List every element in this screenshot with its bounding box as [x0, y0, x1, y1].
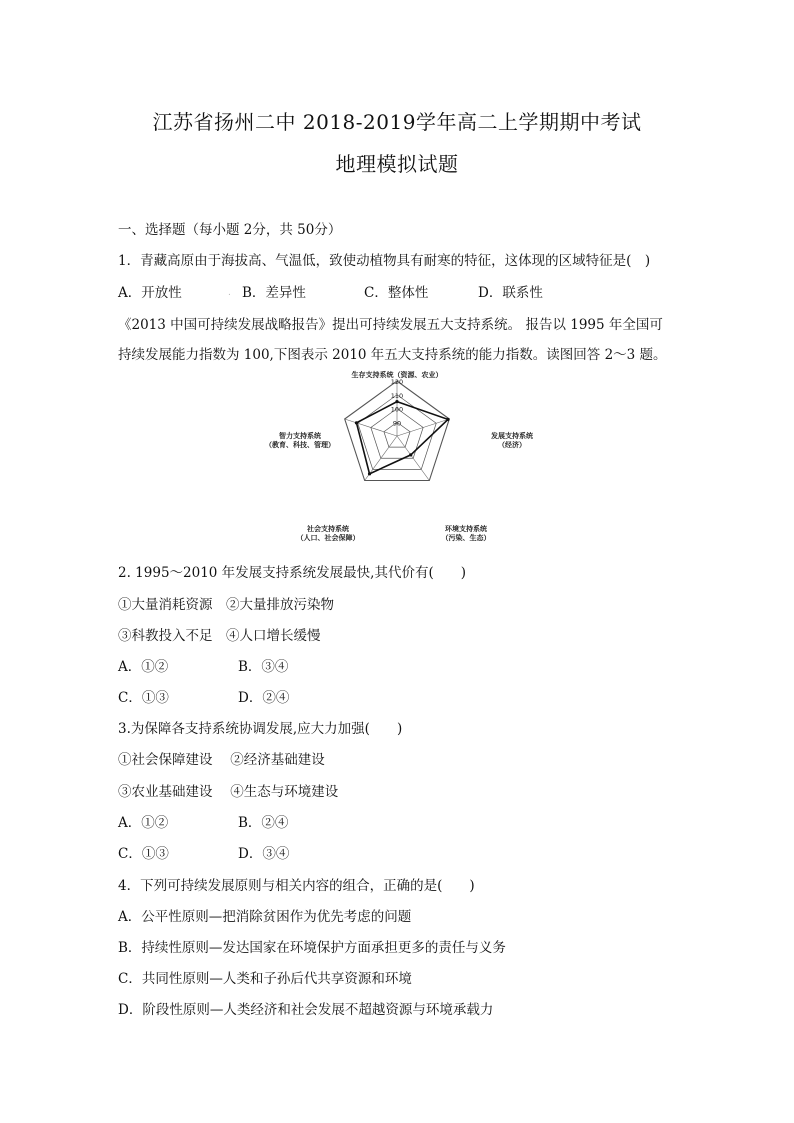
- axis-sublabel-5: （教育、科技、管理）: [265, 441, 335, 449]
- radar-spoke-5: [345, 419, 397, 436]
- q4-option-c: C．共同性原则—人类和子孙后代共享资源和环境: [118, 971, 412, 987]
- ring-label-110: 110: [390, 391, 404, 400]
- section-heading: 一、选择题（每小题 2分，共 50分）: [118, 222, 342, 238]
- q2-item-line-2: ③科教投入不足 ④人口增长缓慢: [118, 628, 321, 644]
- q3-option-a: A．①②: [118, 815, 169, 831]
- axis-sublabel-3: （污染、生态）: [441, 534, 491, 542]
- q1-option-b: B．差异性: [242, 285, 306, 301]
- intro-line-1: 《2013 中国可持续发展战略报告》提出可持续发展五大支持系统。 报告以 1995 年全国可: [118, 317, 663, 333]
- data-point-4: [368, 472, 371, 475]
- q2-option-b: B．③④: [238, 659, 289, 675]
- exam-title: 江苏省扬州二中 2018-2019学年高二上学期期中考试: [152, 110, 642, 134]
- data-point-2: [446, 418, 449, 421]
- stray-mark: .: [228, 288, 231, 298]
- axis-label-5: 智力支持系统: [279, 432, 321, 440]
- q2-option-d: D．②④: [238, 690, 290, 706]
- q2-option-a: A．①②: [118, 659, 169, 675]
- q4-option-d: D．阶段性原则—人类经济和社会发展不超越资源与环境承载力: [118, 1002, 494, 1018]
- ring-label-100: 100: [390, 405, 404, 414]
- question-4-stem: 4．下列可持续发展原则与相关内容的组合，正确的是( ): [118, 878, 475, 894]
- q3-item-line-2: ③农业基础建设 ④生态与环境建设: [118, 784, 339, 800]
- q4-option-a: A．公平性原则—把消除贫困作为优先考虑的问题: [118, 909, 412, 925]
- q3-option-d: D．③④: [238, 846, 290, 862]
- radar-chart: [254, 366, 554, 550]
- data-point-1: [395, 400, 398, 403]
- axis-label-2: 发展支持系统: [491, 432, 533, 440]
- q3-item-line-1: ①社会保障建设 ②经济基础建设: [118, 752, 325, 768]
- question-1-stem: 1．青藏高原由于海拔高、气温低，致使动植物具有耐寒的特征，这体现的区域特征是( ): [118, 253, 651, 269]
- ring-label-120: 120: [390, 378, 404, 386]
- q3-option-c: C．①③: [118, 846, 169, 862]
- axis-label-1: 生存支持系统（资源、农业）: [351, 371, 443, 379]
- q1-option-c: C．整体性: [364, 285, 429, 301]
- radar-spoke-2: [397, 419, 449, 436]
- question-3-stem: 3.为保障各支持系统协调发展,应大力加强( ): [118, 721, 403, 737]
- q3-option-b: B．②④: [238, 815, 289, 831]
- exam-subtitle: 地理模拟试题: [335, 152, 459, 176]
- axis-label-4: 社会支持系统: [307, 525, 349, 533]
- question-2-stem: 2. 1995～2010 年发展支持系统发展最快,其代价有( ): [118, 565, 467, 581]
- ring-label-90: 90: [392, 419, 402, 428]
- axis-label-3: 环境支持系统: [445, 525, 487, 533]
- data-point-3: [409, 453, 412, 456]
- q2-option-c: C．①③: [118, 690, 169, 706]
- axis-sublabel-2: （经济）: [498, 441, 526, 449]
- q2-item-line-1: ①大量消耗资源 ②大量排放污染物: [118, 597, 334, 613]
- axis-sublabel-4: （人口、社会保障）: [296, 534, 360, 542]
- q1-option-a: A．开放性: [118, 285, 182, 301]
- data-point-5: [355, 421, 358, 424]
- intro-line-2: 持续发展能力指数为 100,下图表示 2010 年五大支持系统的能力指数。读图回答 2～3 题。: [118, 347, 667, 363]
- q4-option-b: B．持续性原则—发达国家在环境保护方面承担更多的责任与义务: [118, 940, 506, 956]
- q1-option-d: D．联系性: [478, 285, 543, 301]
